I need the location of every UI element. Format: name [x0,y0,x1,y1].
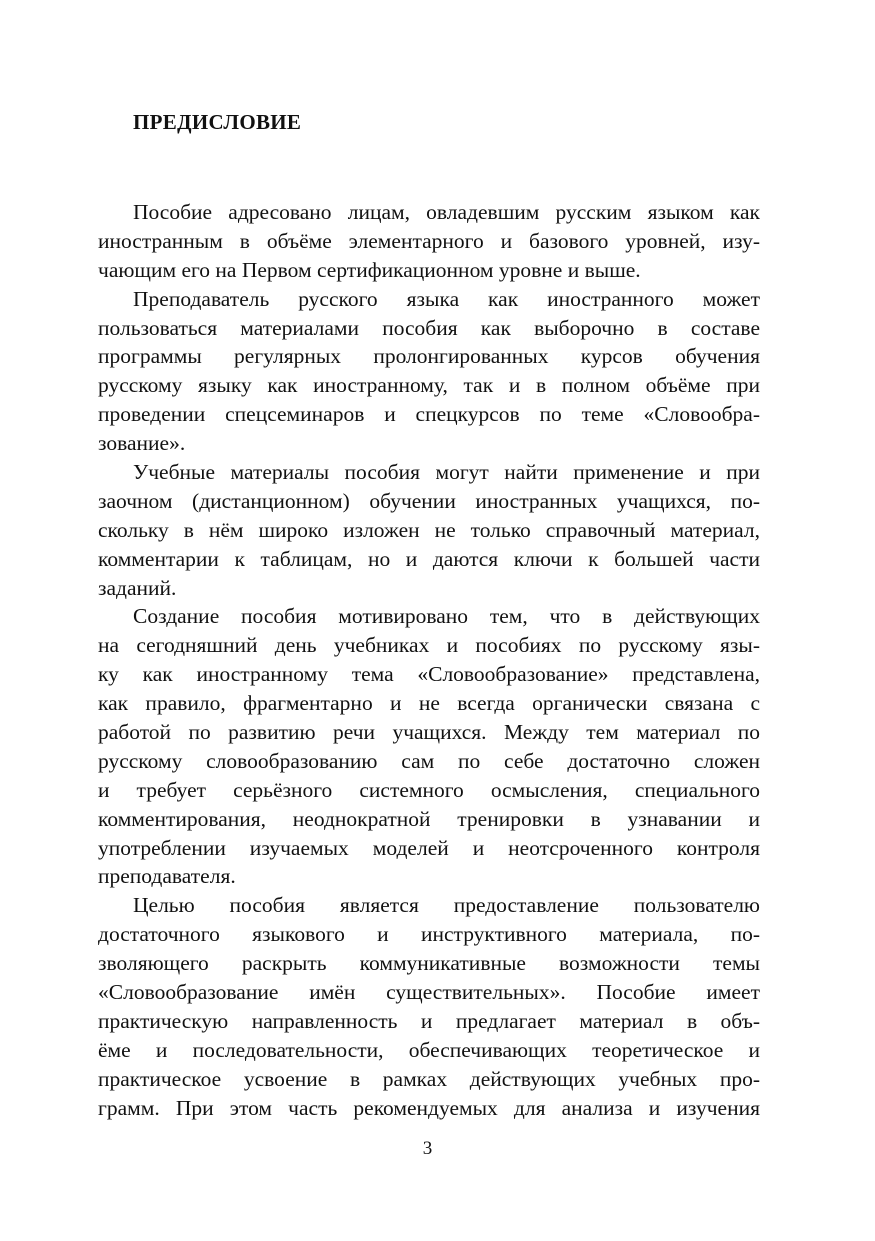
text-line: иностранным в объёме элементарного и базового уровней, изу- [98,228,760,253]
text-line: Учебные материалы пособия могут найти применение и при [133,460,760,485]
text-line: преподавателя. [98,864,236,889]
text-line: практическую направленность и предлагает материал в объ- [98,1008,760,1033]
page-number: 3 [422,1138,433,1159]
text-line: Целью пособия является предоставление пользователю [133,893,760,918]
text-line: комментирования, неоднократной тренировки в узнавании и [98,806,760,831]
text-line: ку как иностранному тема «Словообразование» представлена, [98,662,760,687]
text-line: скольку в нём широко изложен не только справочный материал, [98,517,760,542]
text-line: Пособие адресовано лицам, овладевшим русским языком как [133,200,760,224]
text-line: Преподаватель русского языка как иностранного может [133,286,760,311]
text-line: заданий. [98,575,177,600]
text-line: пользоваться материалами пособия как выборочно в составе [98,315,760,340]
text-line: грамм. При этом часть рекомендуемых для анализа и изучения [98,1095,760,1120]
text-line: русскому словообразованию сам по себе достаточно сложен [98,748,760,773]
text-line: комментарии к таблицам, но и даются ключи к большей части [98,546,760,571]
body-text [98,198,760,1123]
text-line: и требует серьёзного системного осмысления, специального [98,777,760,802]
text-line: употреблении изучаемых моделей и неотсроченного контроля [98,835,760,860]
text-line: на сегодняшний день учебниках и пособиях по русскому язы- [98,633,760,658]
text-line: достаточного языкового и инструктивного материала, по- [98,922,760,947]
text-line: ёме и последовательности, обеспечивающих теоретическое и [98,1037,760,1062]
text-line: «Словообразование имён существительных». Пособие имеет [98,980,760,1005]
text-line: программы регулярных пролонгированных курсов обучения [98,344,760,369]
text-line: чающим его на Первом сертификационном уровне и выше. [98,257,641,282]
text-line: зование». [98,431,186,456]
text-line: работой по развитию речи учащихся. Между тем материал по [98,720,760,745]
text-line: практическое усвоение в рамках действующих учебных про- [98,1066,760,1091]
text-line: русскому языку как иностранному, так и в полном объёме при [98,373,760,398]
text-line: зволяющего раскрыть коммуникативные возможности темы [98,951,760,976]
text-line: как правило, фрагментарно и не всегда органически связана с [98,691,760,716]
page-title: ПРЕДИСЛОВИЕ [133,110,302,134]
text-line: заочном (дистанционном) обучении иностранных учащихся, по- [98,488,760,513]
text-line: Создание пособия мотивировано тем, что в действующих [133,604,760,629]
text-line: проведении спецсеминаров и спецкурсов по теме «Словообра- [98,402,760,427]
